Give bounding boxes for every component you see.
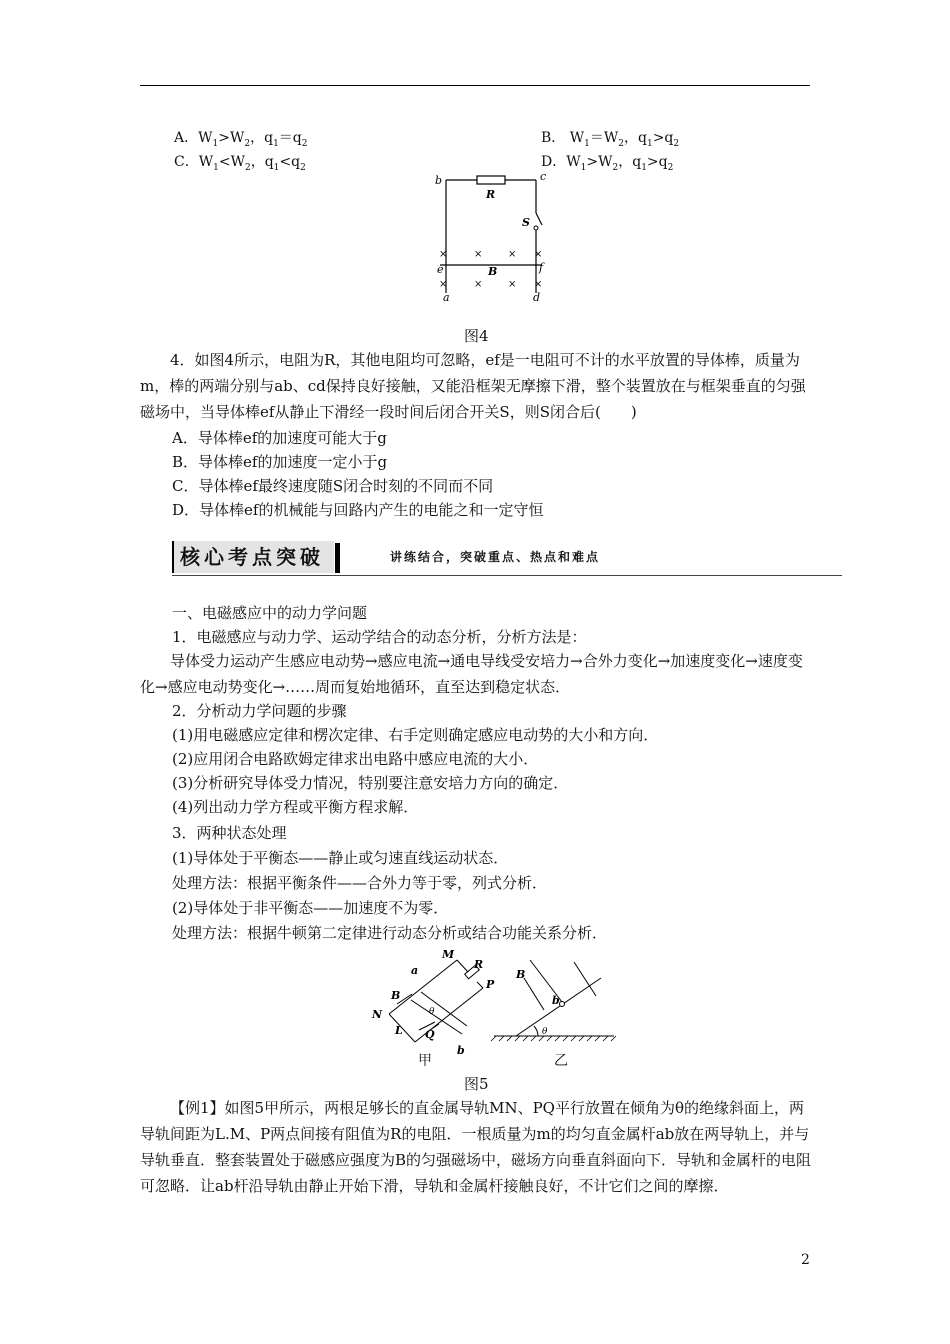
label-b: b [435,174,443,187]
state-1: (1)导体处于平衡态——静止或匀速直线运动状态． [172,849,509,867]
state-2: (2)导体处于非平衡态——加速度不为零． [172,899,449,917]
question4-stem: 4．如图4所示，电阻为R，其他电阻均可忽略，ef是一电阻可不计的水平放置的导体棒，质量为m，棒的两端分别与ab、cd保持良好接触，又能沿框架无摩擦下滑，整个装置放在与框架垂直的匀强磁场中，当导体棒ef从静止下滑经一段时间后闭合开关S，则S闭合后( ) [140,351,806,421]
fig5-label-b: b [457,1044,465,1057]
option-d: D．$W_1>W_2$，$q_1>q_2$ [541,154,674,173]
figure5-jia-diagram [365,946,505,1064]
step-1: (1)用电磁感应定律和楞次定律、右手定则确定感应电动势的大小和方向． [172,726,659,744]
point2-title: 2．分析动力学问题的步骤 [172,702,347,720]
banner-subtitle: 讲练结合，突破重点、热点和难点 [390,550,601,564]
step-3: (3)分析研究导体受力情况，特别要注意安培力方向的确定． [172,774,569,792]
point3-title: 3．两种状态处理 [172,824,287,842]
header-rule [140,85,810,86]
page-number: 2 [801,1252,810,1268]
option-b: B． $W_1=W_2$，$q_1>q_2$ [541,130,680,149]
fig5-label-L: L [395,1024,403,1037]
yi-label-b: b [552,994,560,1007]
option-a: A．$W_1>W_2$，$q_1=q_2$ [174,130,308,149]
cross-3: × [508,249,517,260]
point1-title: 1．电磁感应与动力学、运动学结合的动态分析，分析方法是： [172,628,587,646]
label-e: e [437,263,444,276]
step-2: (2)应用闭合电路欧姆定律求出电路中感应电流的大小． [172,750,539,768]
example1-text: 如图5甲所示，两根足够长的直金属导轨MN、PQ平行放置在倾角为θ的绝缘斜面上，两导轨间距为L.M、P两点间接有阻值为R的电阻．一根质量为m的均匀直金属杆ab放在两导轨上，并与导轨垂直．整套装置处于磁感应强度为B的匀强磁场中，磁场方向垂直斜面向下．导轨和金属杆的电阻可忽略．让ab杆沿导轨由静止开始下滑，导轨和金属杆接触良好，不计它们之间的摩擦． [140,1099,812,1195]
label-r: R [486,188,496,201]
cross-6: × [474,279,483,290]
label-d: d [533,291,541,304]
state-1-method: 处理方法：根据平衡条件——合外力等于零，列式分析． [172,874,548,892]
figure4-caption: 图4 [464,327,489,345]
label-s: S [522,216,530,229]
banner-underline [172,575,842,576]
state-2-method: 处理方法：根据牛顿第二定律进行动态分析或结合功能关系分析． [172,924,608,942]
option-c: C．$W_1<W_2$，$q_1<q_2$ [174,154,306,173]
figure4-diagram [430,168,555,306]
label-c: c [540,170,547,183]
fig5-label-a: a [411,964,419,977]
yi-label-B: B [516,968,526,981]
cross-5: × [439,279,448,290]
figure5-yi-label: 乙 [554,1053,568,1069]
step-4: (4)列出动力学方程或平衡方程求解． [172,798,419,816]
fig5-label-theta: θ [429,1007,435,1017]
label-f: f [539,261,544,274]
figure5-yi-diagram [490,958,620,1048]
label-B: B [488,265,498,278]
label-a: a [443,291,450,304]
cross-2: × [474,249,483,260]
q4-option-a: A．导体棒ef的加速度可能大于g [172,429,387,447]
cross-7: × [508,279,517,290]
example1-paragraph [140,1095,812,1199]
fig5-label-Q: Q [425,1028,435,1041]
point1-body: 导体受力运动产生感应电动势→感应电流→通电导线受安培力→合外力变化→加速度变化→速度变化→感应电动势变化→……周而复始地循环，直至达到稳定状态． [140,652,803,696]
figure5-caption: 图5 [464,1075,489,1093]
yi-label-theta: θ [542,1027,548,1037]
section-heading: 一、电磁感应中的动力学问题 [172,604,368,622]
cross-4: × [534,249,543,260]
cross-8: × [534,279,543,290]
figure5-jia-label: 甲 [418,1053,432,1069]
fig5-label-R: R [474,958,484,971]
fig5-label-M: M [442,948,455,961]
q4-option-b: B．导体棒ef的加速度一定小于g [172,453,388,471]
banner-divider [335,543,340,573]
q4-option-c: C．导体棒ef最终速度随S闭合时刻的不同而不同 [172,477,494,495]
example1-tag: 【例1】 [170,1099,225,1117]
fig5-label-P: P [486,978,495,991]
cross-1: × [439,249,448,260]
fig5-label-B: B [391,989,401,1002]
banner-title: 核心考点突破 [180,545,324,569]
fig5-label-N: N [372,1008,383,1021]
q4-option-d: D．导体棒ef的机械能与回路内产生的电能之和一定守恒 [172,501,544,519]
